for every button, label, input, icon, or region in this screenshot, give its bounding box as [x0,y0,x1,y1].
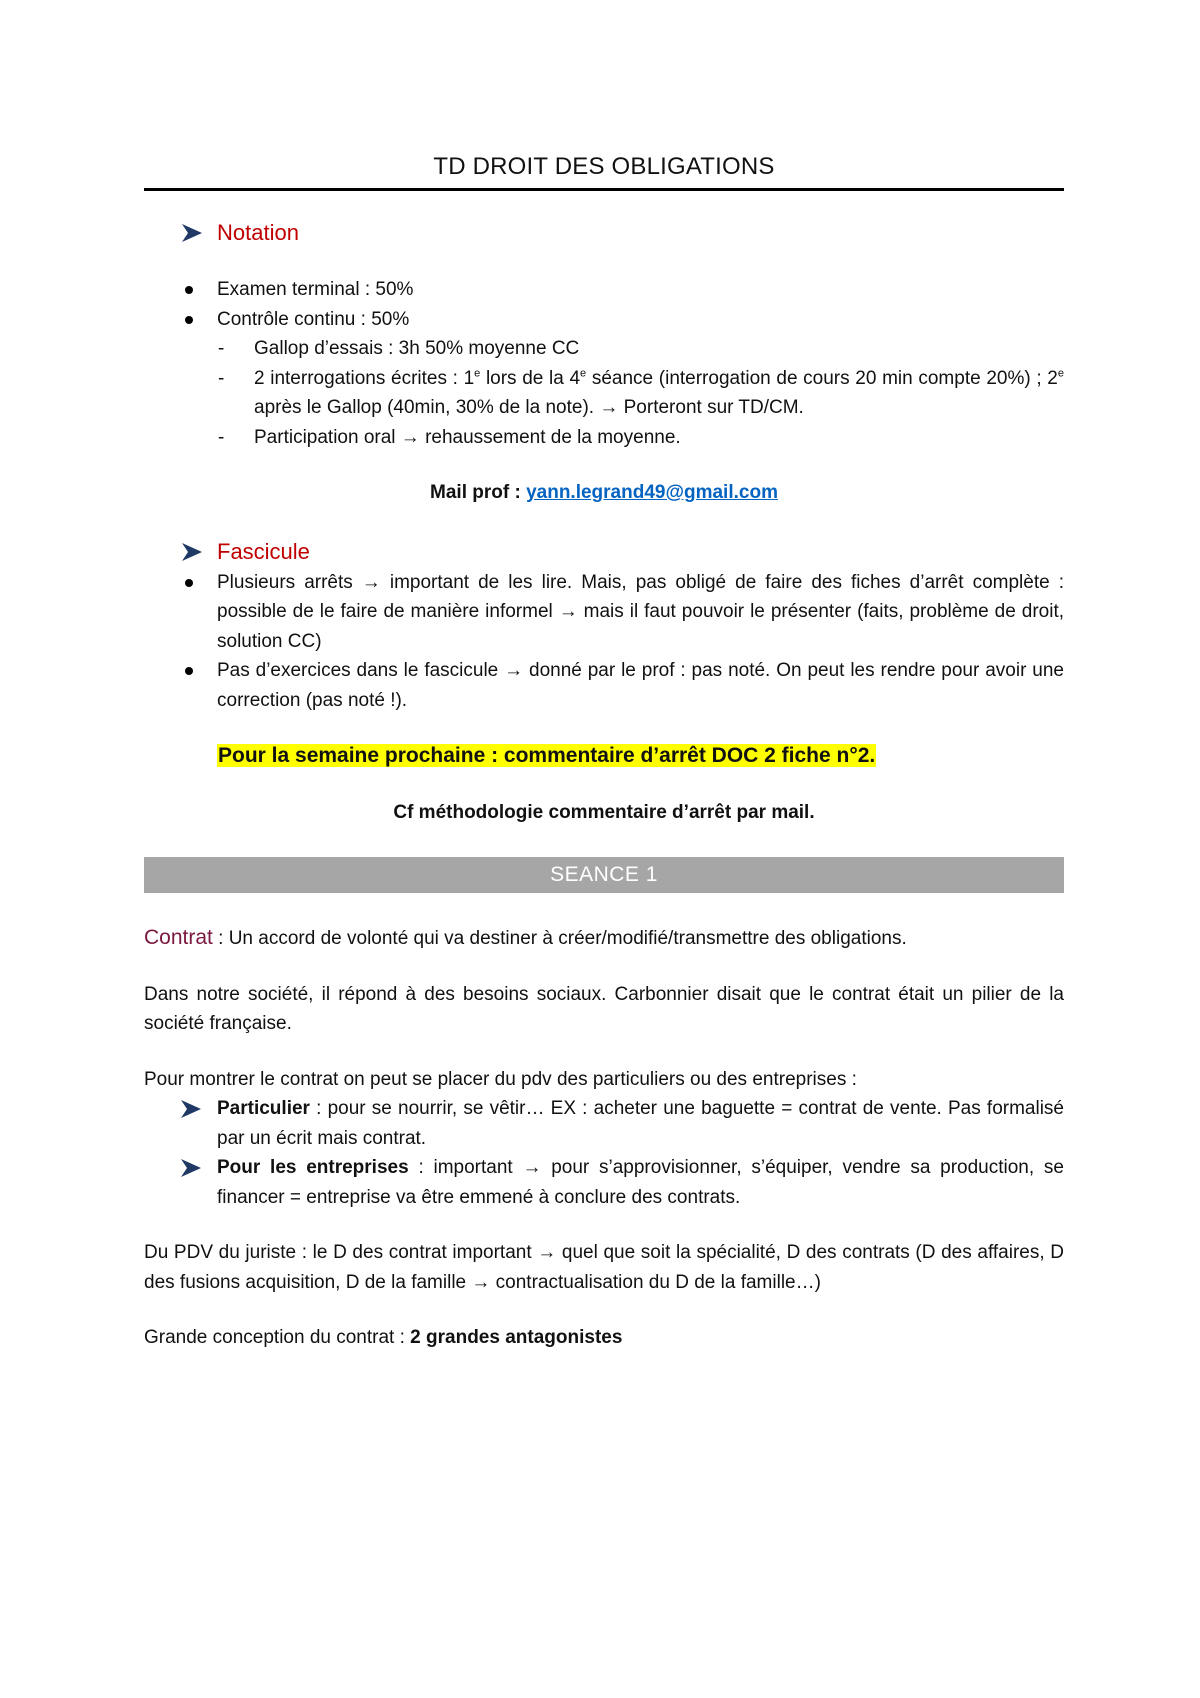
arrow-bullet-icon [180,1158,202,1178]
bullet-dot-icon [185,667,193,675]
section-fascicule-heading [181,536,1064,568]
methodo-line: Cf méthodologie commentaire d’arrêt par mail. [393,801,815,823]
dash-item: - 2 interrogations écrites : 1e lors de la 4e séance (interrogation de cours 20 min compte 20%) ; 2e après le Gallop (40min, 30% de la note). → Porteront sur TD/CM. [218,367,1064,418]
list-item: Examen terminal : 50% [144,275,1064,305]
bullet-dot-icon [185,286,193,294]
paragraph: Pour montrer le contrat on peut se placer du pdv des particuliers ou des entreprises : [144,1068,857,1090]
paragraph: Grande conception du contrat : 2 grandes antagonistes [144,1327,623,1348]
list-item: Particulier : pour se nourrir, se vêtir… EX : acheter une baguette = contrat de vente. Pas formalisé par un écrit mais contrat. [144,1094,1064,1153]
fascicule-list [144,568,1064,716]
page-title: TD DROIT DES OBLIGATIONS [433,153,775,180]
list-item: Contrôle continu : 50% [144,305,1064,335]
mail-link[interactable]: yann.legrand49@gmail.com [526,482,778,503]
paragraph: Dans notre société, il répond à des besoins sociaux. Carbonnier disait que le contrat était un pilier de la société française. [144,983,1064,1034]
list-item: Plusieurs arrêts → important de les lire. Mais, pas obligé de faire des fiches d’arrêt complète : possible de le faire de manière informel → mais il faut pouvoir le présenter (faits, problème de droit, solution CC) [144,568,1064,657]
fascicule-heading-text: Fascicule [217,538,310,564]
dash-item: - Participation oral → rehaussement de la moyenne. [218,426,681,448]
contrat-definition: Contrat : Un accord de volonté qui va destiner à créer/modifié/transmettre des obligations. [144,926,907,949]
homework-highlight: Pour la semaine prochaine : commentaire d’arrêt DOC 2 fiche n°2. [218,744,876,767]
mail-line: Mail prof : yann.legrand49@gmail.com [430,482,778,503]
document-page [144,150,1064,1353]
notation-list [144,275,1064,334]
list-item: Pas d’exercices dans le fascicule → donné par le prof : pas noté. On peut les rendre pour avoir une correction (pas noté !). [144,656,1064,715]
arrow-bullet-icon [180,1099,202,1119]
arrow-bullet-icon [181,542,203,562]
notation-heading-text: Notation [217,220,299,246]
contrat-term: Contrat [144,926,213,949]
bullet-dot-icon [185,316,193,324]
highlight-line [144,741,1064,772]
title-underline [144,188,1064,191]
paragraph: Du PDV du juriste : le D des contrat important → quel que soit la spécialité, D des contrats (D des affaires, D des fusions acquisition, D de la famille → contractualisation du D de la famille…) [144,1242,1064,1293]
bullet-dot-icon [185,579,193,587]
seance-bar: SEANCE 1 [144,857,1064,893]
section-notation-heading [181,217,1064,249]
list-item: Pour les entreprises : important → pour s’approvisionner, s’équiper, vendre sa production, se financer = entreprise va être emmené à conclure des contrats. [144,1153,1064,1212]
dash-item: - Gallop d’essais : 3h 50% moyenne CC [218,338,580,359]
arrow-bullet-icon [181,223,203,243]
